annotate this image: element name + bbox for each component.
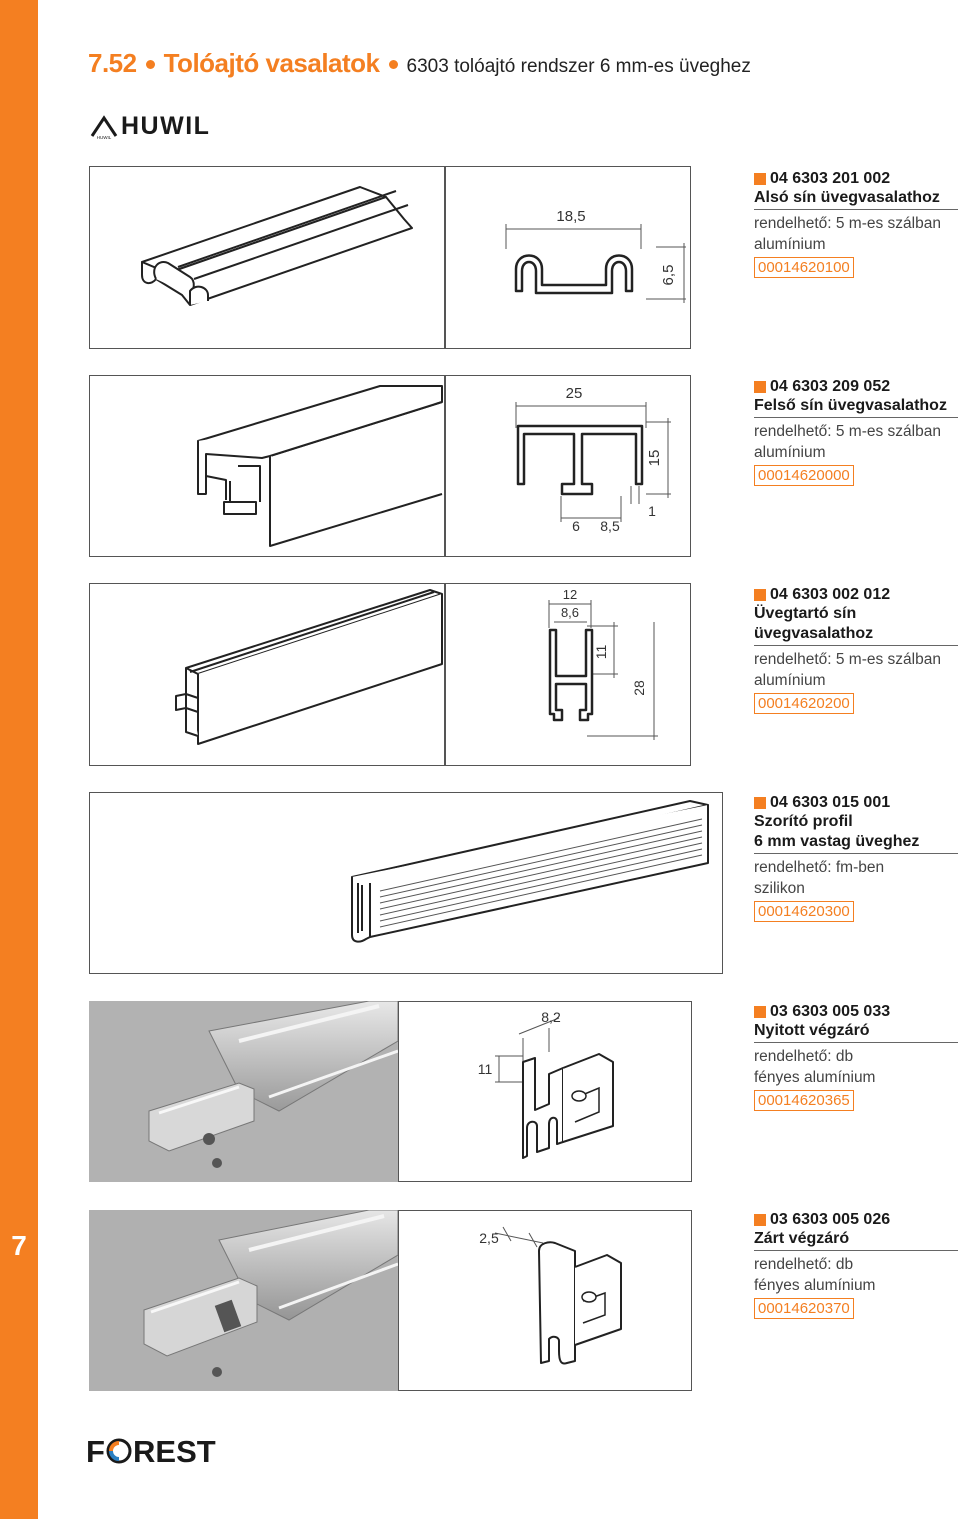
square-bullet-icon [754,1006,766,1018]
product-5-section-drawing [398,1001,692,1182]
dim-25: 25 [565,385,583,402]
page-subtitle: 6303 tolóajtó rendszer 6 mm-es üveghez [406,56,751,77]
dim-8-5: 8,5 [600,518,620,534]
material: fényes alumínium [754,1069,876,1086]
product-6-photo [89,1210,398,1391]
material: fényes alumínium [754,1277,876,1294]
product-name: Alsó sín üvegvasalathoz [754,188,958,210]
product-2-profile-image [89,375,445,557]
product-4-profile-image [89,792,723,974]
order-unit: rendelhető: 5 m-es szálban [754,423,941,440]
svg-text:F: F [86,1434,105,1469]
order-number: 00014620370 [754,1298,854,1319]
square-bullet-icon [754,797,766,809]
huwil-mark-icon [90,114,118,140]
product-5-info [754,1003,958,1111]
dim-8-6: 8,6 [560,605,580,620]
order-number: 00014620200 [754,693,854,714]
dim-18-5: 18,5 [556,208,586,225]
product-3-info [754,586,958,714]
product-code: 03 6303 005 026 [754,1211,958,1229]
forest-logo-mark [86,1432,218,1472]
product-6-info [754,1211,958,1319]
product-name: Felső sín üvegvasalathoz [754,396,958,418]
dim-28: 28 [631,680,647,696]
material: alumínium [754,236,826,253]
order-unit: rendelhető: fm-ben [754,859,885,876]
product-code: 04 6303 015 001 [754,794,958,812]
dim-6-5: 6,5 [660,264,677,286]
section-number: 7.52 [88,48,137,78]
product-code: 04 6303 209 052 [754,378,958,396]
order-unit: rendelhető: 5 m-es szálban [754,215,941,232]
order-number: 00014620300 [754,901,854,922]
chapter-number: 7 [11,1230,27,1261]
dim-1: 1 [648,503,656,519]
product-3-section-drawing [445,583,691,766]
order-number: 00014620000 [754,465,854,486]
product-1-info [754,170,958,278]
order-unit: rendelhető: 5 m-es szálban [754,651,941,668]
brand-name: HUWIL [121,112,211,140]
page-title: Tolóajtó vasalatok [163,48,380,78]
side-chapter-bar [0,0,38,1519]
bullet-icon [146,60,155,69]
svg-text:REST: REST [133,1434,216,1469]
material: alumínium [754,444,826,461]
product-1-section-drawing [445,166,691,349]
forest-logo [86,1432,218,1472]
product-code: 03 6303 005 033 [754,1003,958,1021]
product-name: Nyitott végzáró [754,1021,958,1043]
square-bullet-icon [754,589,766,601]
dim-8-2: 8,2 [541,1009,561,1025]
order-number: 00014620100 [754,257,854,278]
product-code: 04 6303 002 012 [754,586,958,604]
product-4-info [754,794,958,922]
product-2-section-drawing [445,375,691,557]
square-bullet-icon [754,173,766,185]
material: szilikon [754,880,805,897]
material: alumínium [754,672,826,689]
dim-11: 11 [593,644,609,660]
product-code: 04 6303 201 002 [754,170,958,188]
dim-12: 12 [562,587,578,602]
dim-11: 11 [477,1061,493,1077]
dim-6: 6 [572,518,580,534]
dim-2-5: 2,5 [479,1230,499,1246]
product-name: Üvegtartó sín üvegvasalathoz [754,604,958,646]
dim-15: 15 [646,449,663,467]
product-1-profile-image [89,166,445,349]
product-name: Zárt végzáró [754,1229,958,1251]
order-unit: rendelhető: db [754,1256,854,1273]
order-unit: rendelhető: db [754,1048,854,1065]
huwil-logo [90,112,210,141]
bullet-icon [389,60,398,69]
order-number: 00014620365 [754,1090,854,1111]
product-name: Szorító profil 6 mm vastag üveghez [754,812,958,854]
huwil-mark-text: HUWIL [96,134,112,140]
square-bullet-icon [754,381,766,393]
product-2-info [754,378,958,486]
page-header [88,48,751,79]
square-bullet-icon [754,1214,766,1226]
product-6-section-drawing [398,1210,692,1391]
product-3-profile-image [89,583,445,766]
product-5-photo [89,1001,398,1182]
